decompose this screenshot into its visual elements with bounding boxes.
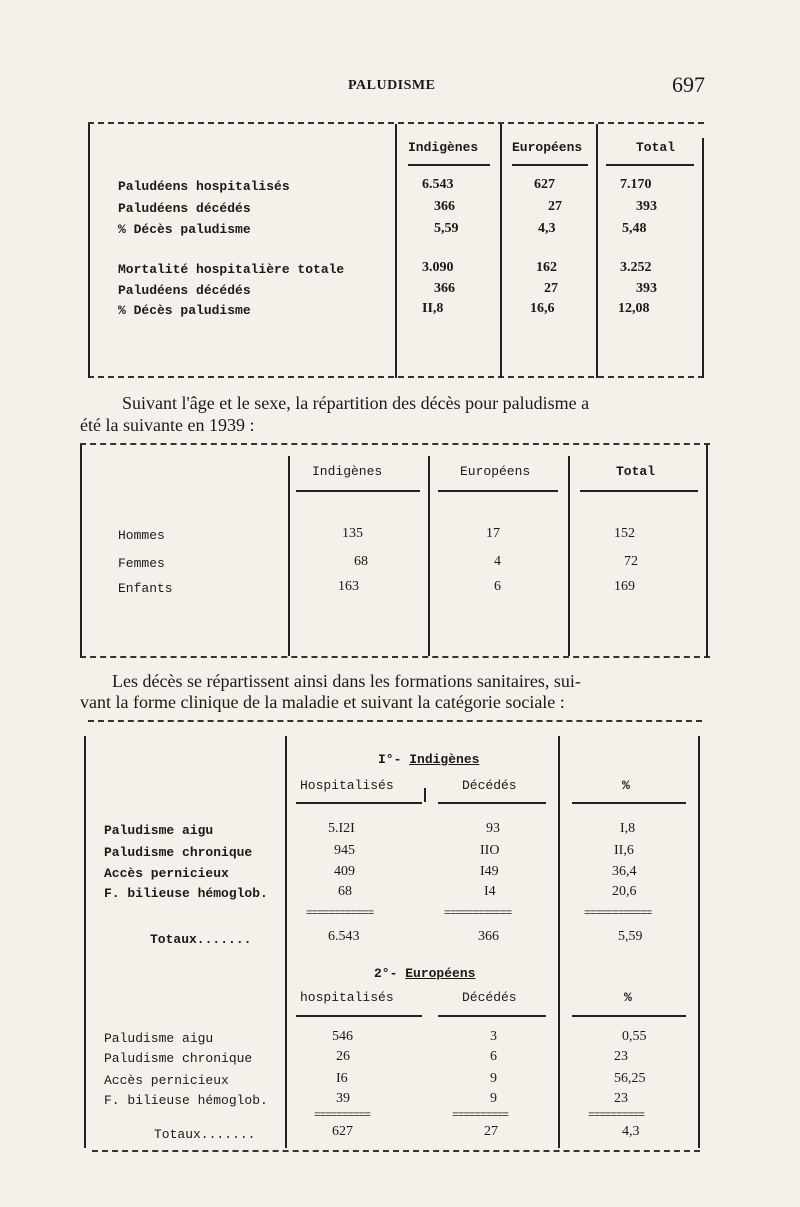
- cell: 366: [434, 199, 455, 214]
- table-3-top-border: [88, 720, 702, 725]
- table-1-col-divider: [500, 124, 502, 378]
- cell: 36,4: [612, 864, 637, 879]
- cell: IIO: [480, 843, 500, 858]
- cell: 23: [614, 1091, 628, 1106]
- cell: 56,25: [614, 1071, 646, 1086]
- column-header-indigenes: Indigènes: [312, 464, 383, 479]
- table-1-col-divider: [395, 124, 397, 378]
- cell: 135: [342, 526, 363, 541]
- cell: 3.252: [620, 260, 652, 275]
- cell: 366: [478, 929, 499, 944]
- totals-label: Totaux.......: [150, 932, 252, 947]
- separator: ==========: [452, 1110, 509, 1122]
- cell: 9: [490, 1071, 497, 1086]
- cell: 68: [338, 884, 352, 899]
- cell: 6: [494, 579, 501, 594]
- column-header-indigenes: Indigènes: [408, 140, 479, 155]
- separator: ============: [444, 908, 512, 920]
- cell: 627: [332, 1124, 353, 1139]
- section-title-europeens: 2°- Européens: [374, 966, 476, 981]
- cell: 5,59: [434, 221, 459, 236]
- row-label: Paludisme chronique: [104, 845, 253, 860]
- cell: 6.543: [328, 929, 360, 944]
- cell: 162: [536, 260, 557, 275]
- separator: ============: [306, 908, 374, 920]
- cell: 366: [434, 281, 455, 296]
- column-header-percent: %: [624, 990, 632, 1005]
- paragraph-line: vant la forme clinique de la maladie et suivant la catégorie sociale :: [80, 692, 565, 712]
- cell: 393: [636, 199, 657, 214]
- cell: I,8: [620, 821, 636, 836]
- cell: 4,3: [622, 1124, 640, 1139]
- cell: 409: [334, 864, 355, 879]
- cell: 7.170: [620, 177, 652, 192]
- section-title-indigenes: I°- Indigènes: [378, 752, 480, 767]
- cell: 26: [336, 1049, 350, 1064]
- page-number: 697: [672, 72, 705, 97]
- row-label: Hommes: [118, 528, 165, 543]
- row-label: Femmes: [118, 556, 165, 571]
- cell: 93: [486, 821, 500, 836]
- cell: 23: [614, 1049, 628, 1064]
- table-1-left-border: [88, 124, 90, 378]
- table-3-bottom-border: [92, 1150, 700, 1155]
- column-header-europeens: Européens: [460, 464, 531, 479]
- table-1-right-border: [702, 138, 704, 378]
- cell: 3: [490, 1029, 497, 1044]
- paragraph-line: Suivant l'âge et le sexe, la répartition des décès pour paludisme a: [122, 393, 590, 413]
- row-label: Accès pernicieux: [104, 866, 229, 881]
- cell: I49: [480, 864, 499, 879]
- separator: ============: [584, 908, 652, 920]
- cell: 72: [624, 554, 638, 569]
- row-label: Mortalité hospitalière totale: [118, 262, 345, 277]
- table-2-top-border: [80, 443, 710, 448]
- cell: 5.I2I: [328, 821, 355, 836]
- paragraph-line: Les décès se répartissent ainsi dans les formations sanitaires, sui-: [112, 671, 581, 691]
- cell: 169: [614, 579, 635, 594]
- cell: 945: [334, 843, 355, 858]
- cell: 6.543: [422, 177, 454, 192]
- row-label: Accès pernicieux: [104, 1073, 229, 1088]
- column-header-total: Total: [616, 464, 656, 479]
- table-1-col-divider: [596, 124, 598, 378]
- separator: ==========: [588, 1110, 645, 1122]
- cell: 4,3: [538, 221, 556, 236]
- row-label: Enfants: [118, 581, 173, 596]
- cell: 27: [484, 1124, 498, 1139]
- column-header-europeens: Européens: [512, 140, 583, 155]
- cell: 627: [534, 177, 555, 192]
- cell: 163: [338, 579, 359, 594]
- cell: II,6: [614, 843, 634, 858]
- row-label: Paludéens hospitalisés: [118, 179, 290, 194]
- cell: 39: [336, 1091, 350, 1106]
- cell: 17: [486, 526, 500, 541]
- cell: 20,6: [612, 884, 637, 899]
- paragraph-line: été la suivante en 1939 :: [80, 415, 255, 435]
- cell: 6: [490, 1049, 497, 1064]
- column-header-decedes: Décédés: [462, 778, 517, 793]
- cell: 27: [544, 281, 558, 296]
- cell: I4: [484, 884, 496, 899]
- row-label: % Décès paludisme: [118, 303, 251, 318]
- cell: 16,6: [530, 301, 555, 316]
- row-label: F. bilieuse hémoglob.: [104, 1093, 268, 1108]
- row-label: % Décès paludisme: [118, 222, 251, 237]
- cell: 9: [490, 1091, 497, 1106]
- table-2-bottom-border: [80, 656, 710, 661]
- row-label: F. bilieuse hémoglob.: [104, 886, 268, 901]
- cell: 0,55: [622, 1029, 647, 1044]
- separator: ==========: [314, 1110, 371, 1122]
- cell: I6: [336, 1071, 348, 1086]
- cell: II,8: [422, 301, 444, 316]
- row-label: Paludéens décédés: [118, 201, 251, 216]
- column-header-percent: %: [622, 778, 630, 793]
- cell: 5,48: [622, 221, 647, 236]
- cell: 3.090: [422, 260, 454, 275]
- row-label: Paludisme aigu: [104, 823, 214, 838]
- cell: 68: [354, 554, 368, 569]
- column-header-total: Total: [636, 140, 676, 155]
- cell: 27: [548, 199, 562, 214]
- cell: 4: [494, 554, 501, 569]
- row-label: Paludéens décédés: [118, 283, 251, 298]
- cell: 393: [636, 281, 657, 296]
- cell: 12,08: [618, 301, 650, 316]
- cell: 546: [332, 1029, 353, 1044]
- cell: 5,59: [618, 929, 643, 944]
- row-label: Paludisme chronique: [104, 1051, 253, 1066]
- totals-label: Totaux.......: [154, 1127, 256, 1142]
- column-header-hospitalises: Hospitalisés: [300, 778, 394, 793]
- column-header-decedes: Décédés: [462, 990, 517, 1005]
- column-header-hospitalises: hospitalisés: [300, 990, 394, 1005]
- row-label: Paludisme aigu: [104, 1031, 214, 1046]
- running-title: PALUDISME: [348, 78, 436, 93]
- cell: 152: [614, 526, 635, 541]
